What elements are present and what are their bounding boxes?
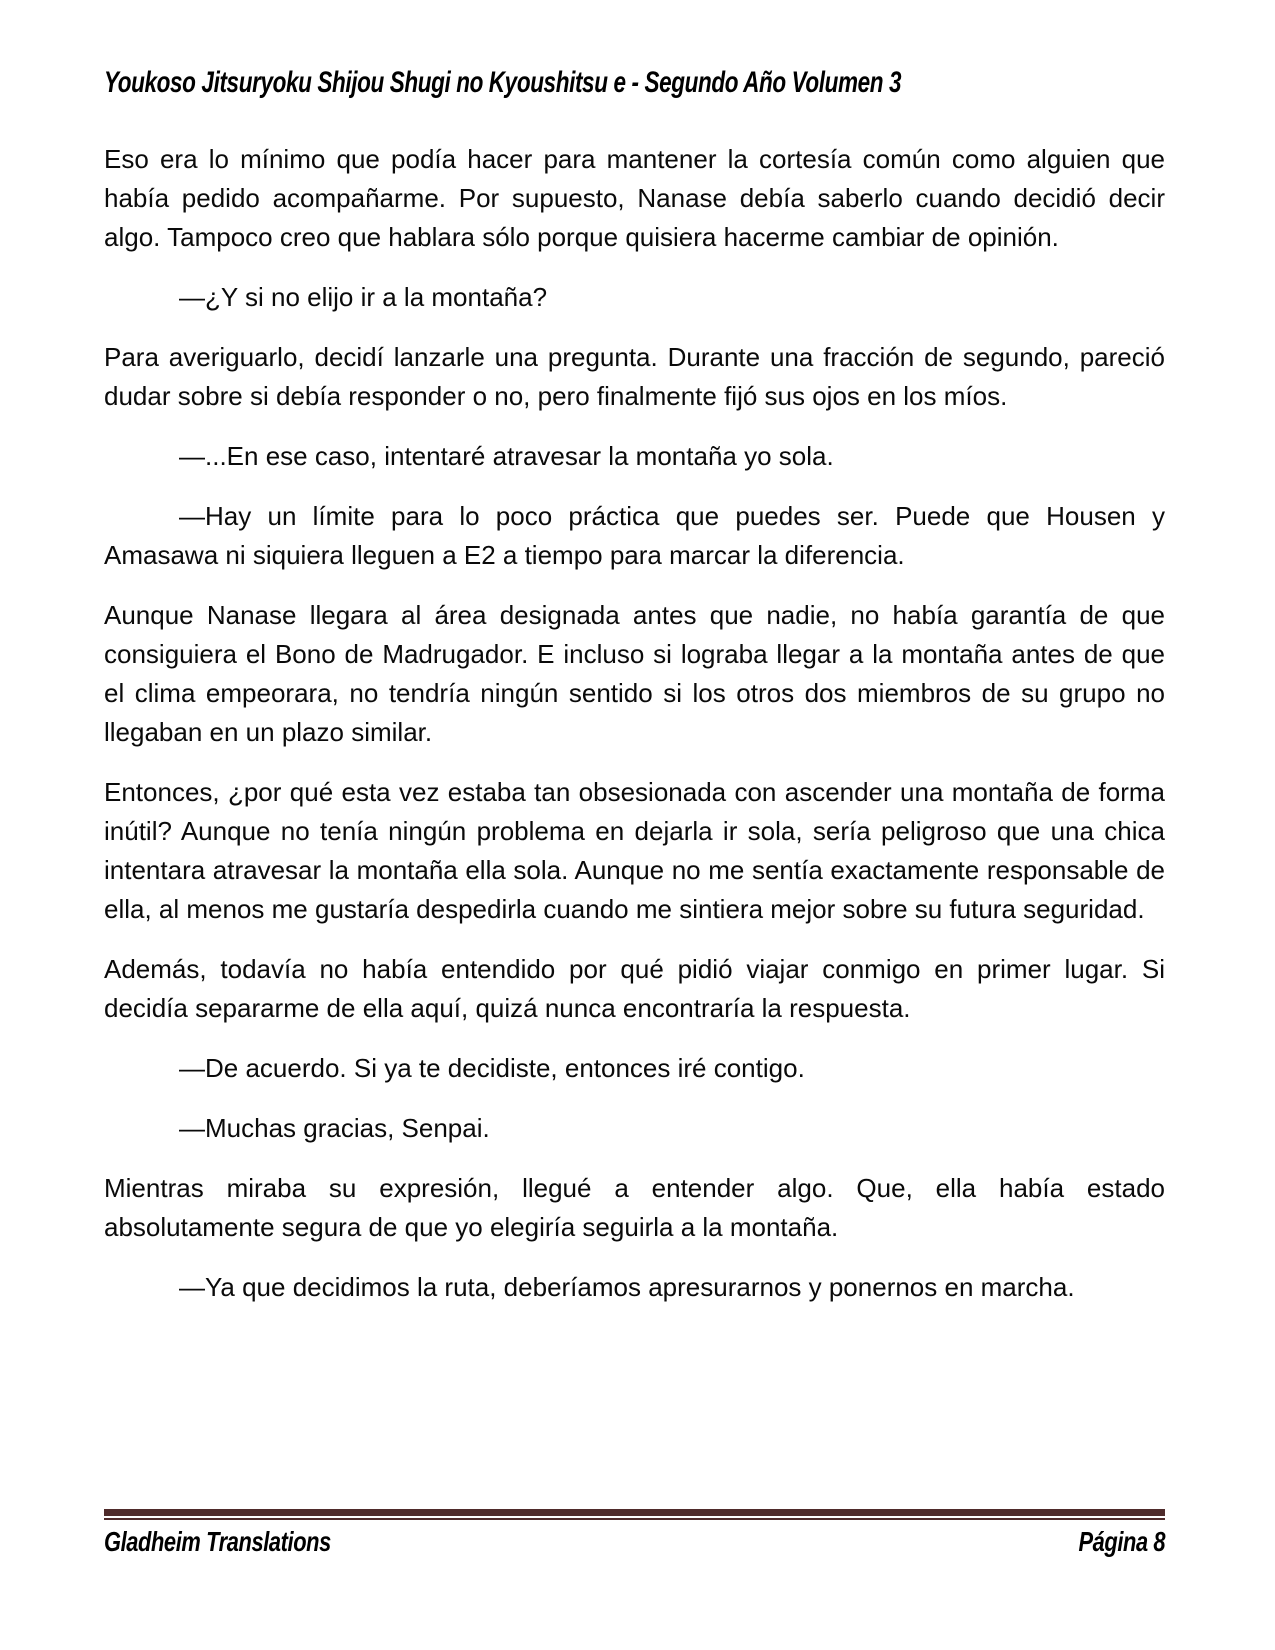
narrative-paragraph: Eso era lo mínimo que podía hacer para mantener la cortesía común como alguien que había pedido acompañarme. Por supuesto, Nanase debía saberlo cuando decidió decir algo. Tampoco creo que hablara sólo porque quisiera hacerme cambiar de opinión. [104,144,1165,252]
footer-page-number: Página 8 [1078,1526,1165,1557]
narrative-paragraph: Para averiguarlo, decidí lanzarle una pregunta. Durante una fracción de segundo, pareció dudar sobre si debía responder o no, pero finalmente fijó sus ojos en los míos. [104,342,1165,411]
page-content [104,0,1165,1328]
dialogue-paragraph: —Ya que decidimos la ruta, deberíamos apresurarnos y ponernos en marcha. [179,1272,1075,1302]
narrative-paragraph: Aunque Nanase llegara al área designada antes que nadie, no había garantía de que consiguiera el Bono de Madrugador. E incluso si lograba llegar a la montaña antes de que el clima empeorara, no tendría ningún sentido si los otros dos miembros de su grupo no llegaban en un plazo similar. [104,600,1165,747]
footer-row [104,1525,1165,1559]
page-footer [104,1509,1165,1559]
footer-left [104,1525,395,1559]
footer-rule-thin [104,1518,1165,1520]
narrative-paragraph: Además, todavía no había entendido por qué pidió viajar conmigo en primer lugar. Si decidía separarme de ella aquí, quizá nunca encontraría la respuesta. [104,954,1165,1023]
page-header [104,66,1165,100]
dialogue-paragraph: —De acuerdo. Si ya te decidiste, entonces iré contigo. [179,1053,805,1083]
footer-translator-credit: Gladheim Translations [104,1526,331,1557]
dialogue-paragraph: —Muchas gracias, Senpai. [179,1113,490,1143]
narrative-paragraph: Entonces, ¿por qué esta vez estaba tan obsesionada con ascender una montaña de forma inútil? Aunque no tenía ningún problema en dejarla ir sola, sería peligroso que una chica intentara atravesar la montaña ella sola. Aunque no me sentía exactamente responsable de ella, al menos me gustaría despedirla cuando me sintiera mejor sobre su futura seguridad. [104,777,1165,924]
footer-right [1054,1525,1165,1559]
dialogue-paragraph: —...En ese caso, intentaré atravesar la montaña yo sola. [179,441,834,471]
header-title: Youkoso Jitsuryoku Shijou Shugi no Kyoushitsu e - Segundo Año Volumen 3 [104,66,902,99]
body-text [104,140,1165,1307]
narrative-paragraph: Mientras miraba su expresión, llegué a entender algo. Que, ella había estado absolutamente segura de que yo elegiría seguirla a la montaña. [104,1173,1165,1242]
footer-rule-thick [104,1509,1165,1516]
dialogue-paragraph: —Hay un límite para lo poco práctica que puedes ser. Puede que Housen y Amasawa ni siquiera lleguen a E2 a tiempo para marcar la diferencia. [104,501,1165,570]
dialogue-paragraph: —¿Y si no elijo ir a la montaña? [179,282,548,312]
